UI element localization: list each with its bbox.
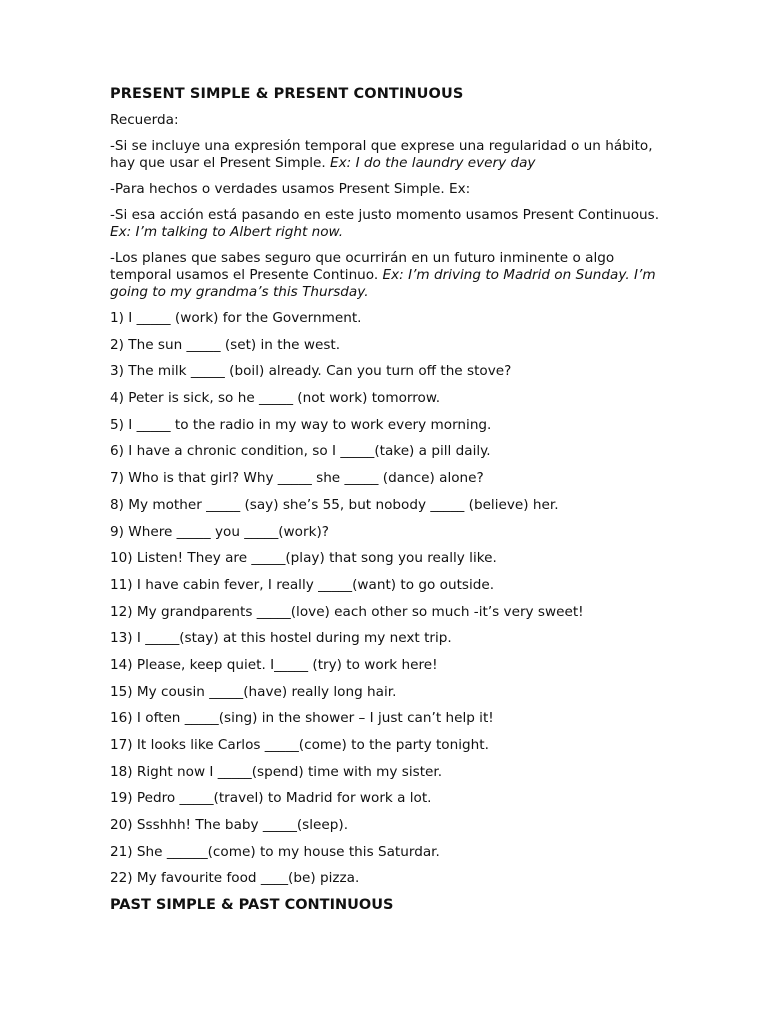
rule-1-example: Ex: I do the laundry every day (330, 155, 536, 171)
rule-3 (110, 207, 670, 241)
rule-2-text: -Para hechos o verdades usamos Present Simple. Ex: (110, 181, 471, 197)
exercise-item: 10) Listen! They are _____(play) that song you really like. (110, 550, 497, 567)
exercise-item: 22) My favourite food ____(be) pizza. (110, 870, 360, 887)
exercise-item: 2) The sun _____ (set) in the west. (110, 336, 341, 353)
section-title-past: PAST SIMPLE & PAST CONTINUOUS (110, 897, 394, 914)
exercise-item: 18) Right now I _____(spend) time with my sister. (110, 763, 443, 780)
exercise-item: 6) I have a chronic condition, so I _____(take) a pill daily. (110, 443, 491, 460)
section-title-present: PRESENT SIMPLE & PRESENT CONTINUOUS (110, 86, 464, 102)
exercise-item: 19) Pedro _____(travel) to Madrid for work a lot. (110, 790, 432, 807)
exercise-item: 1) I _____ (work) for the Government. (110, 310, 362, 326)
exercise-item: 11) I have cabin fever, I really _____(want) to go outside. (110, 576, 495, 593)
exercise-item: 14) Please, keep quiet. I_____ (try) to work here! (110, 656, 438, 673)
rule-1 (110, 138, 670, 172)
exercise-item: 20) Ssshhh! The baby _____(sleep). (110, 817, 349, 834)
exercise-item: 21) She ______(come) to my house this Saturdar. (110, 843, 440, 860)
rule-4-example: Ex: I’m driving to Madrid on Sunday. I’m going to my grandma’s this Thursday. (110, 267, 656, 300)
rule-3-example: Ex: I’m talking to Albert right now. (110, 224, 344, 240)
exercise-item: 17) It looks like Carlos _____(come) to the party tonight. (110, 737, 489, 753)
exercise-item: 3) The milk _____ (boil) already. Can you turn off the stove? (110, 363, 512, 380)
exercise-item: 13) I _____(stay) at this hostel during my next trip. (110, 630, 452, 647)
exercise-item: 8) My mother _____ (say) she’s 55, but nobody _____ (believe) her. (110, 496, 559, 513)
exercise-item: 16) I often _____(sing) in the shower – I just can’t help it! (110, 710, 494, 727)
exercise-item: 5) I _____ to the radio in my way to work every morning. (110, 416, 492, 433)
rule-4 (110, 250, 670, 301)
worksheet-page (110, 84, 670, 915)
exercise-list (110, 310, 670, 897)
exercise-item: 15) My cousin _____(have) really long hair. (110, 683, 397, 700)
rule-1-text: -Si se incluye una expresión temporal que exprese una regularidad o un hábito, hay que usar el Present Simple. (110, 138, 653, 171)
recuerda-label: Recuerda: (110, 112, 179, 128)
exercise-item: 7) Who is that girl? Why _____ she _____ (dance) alone? (110, 470, 484, 487)
exercise-item: 12) My grandparents _____(love) each other so much -it’s very sweet! (110, 603, 584, 620)
rule-3-text: -Si esa acción está pasando en este justo momento usamos Present Continuous. (110, 207, 660, 223)
exercise-item: 9) Where _____ you _____(work)? (110, 523, 329, 540)
rule-2 (110, 181, 670, 198)
exercise-item: 4) Peter is sick, so he _____ (not work) tomorrow. (110, 390, 441, 407)
rule-4-text: -Los planes que sabes seguro que ocurrirán en un futuro inminente o algo temporal usamos el Presente Continuo. (110, 250, 615, 283)
